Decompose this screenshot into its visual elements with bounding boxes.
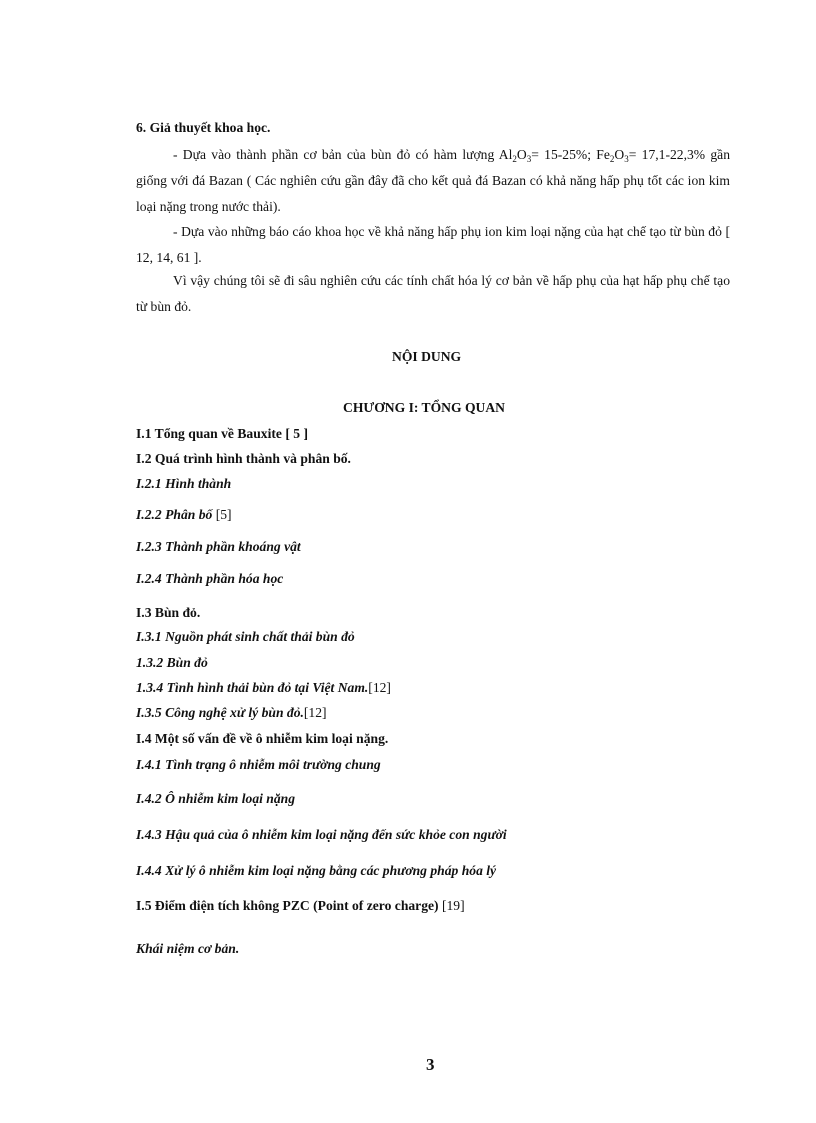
toc-item-i24: I.2.4 Thành phần hóa học xyxy=(136,571,284,586)
toc-item-i23: I.2.3 Thành phần khoáng vật xyxy=(136,539,301,554)
paragraph-2: - Dựa vào những báo cáo khoa học về khả năng hấp phụ ion kim loại nặng của hạt chế tạo từ bùn đỏ [ 12, 14, 61 ]. xyxy=(136,224,730,265)
toc-item-i21: I.2.1 Hình thành xyxy=(136,476,232,491)
toc-item-i3: I.3 Bùn đỏ. xyxy=(136,605,201,620)
toc-item-i44: I.4.4 Xử lý ô nhiễm kim loại nặng bằng các phương pháp hóa lý xyxy=(136,863,497,878)
toc-item-i22: I.2.2 Phân bố [5] xyxy=(136,507,232,522)
toc-item-i34: 1.3.4 Tình hình thải bùn đỏ tại Việt Nam.[12] xyxy=(136,680,391,695)
basic-concepts: Khái niệm cơ bản. xyxy=(136,941,240,956)
toc-item-i41: I.4.1 Tình trạng ô nhiễm môi trường chung xyxy=(136,757,381,772)
page-number: 3 xyxy=(426,1055,435,1074)
toc-item-i1: I.1 Tổng quan về Bauxite [ 5 ] xyxy=(136,426,308,441)
content-heading: NỘI DUNG xyxy=(392,349,462,364)
chapter-heading: CHƯƠNG I: TỔNG QUAN xyxy=(343,400,505,415)
toc-item-i35: I.3.5 Công nghệ xử lý bùn đỏ.[12] xyxy=(136,705,327,720)
paragraph-3: Vì vậy chúng tôi sẽ đi sâu nghiên cứu các tính chất hóa lý cơ bản về hấp phụ của hạt hấp phụ chế tạo từ bùn đỏ. xyxy=(136,273,730,314)
toc-item-i31: I.3.1 Nguồn phát sinh chất thải bùn đỏ xyxy=(136,629,355,644)
toc-item-i32: 1.3.2 Bùn đỏ xyxy=(136,655,208,670)
toc-item-i43: I.4.3 Hậu quả của ô nhiễm kim loại nặng đến sức khỏe con người xyxy=(136,827,507,842)
toc-item-i42: I.4.2 Ô nhiễm kim loại nặng xyxy=(136,791,296,806)
toc-item-i2: I.2 Quá trình hình thành và phân bố. xyxy=(136,451,351,466)
section-title: 6. Giả thuyết khoa học. xyxy=(136,120,271,135)
paragraph-1: - Dựa vào thành phần cơ bản của bùn đỏ có hàm lượng $Al_2O_3= 15-25\%$; $Fe_2O_3= 17,1-22,3\%$ gần giống với đá Bazan ( Các nghiên cứu gần đây đã cho kết quả đá Bazan có khả năng hấp phụ tốt các ion kim loại nặng trong nước thải). xyxy=(136,147,730,214)
toc-item-i5: I.5 Điểm điện tích không PZC (Point of zero charge) [19] xyxy=(136,898,465,913)
toc-item-i4: I.4 Một số vấn đề về ô nhiễm kim loại nặng. xyxy=(136,731,389,746)
